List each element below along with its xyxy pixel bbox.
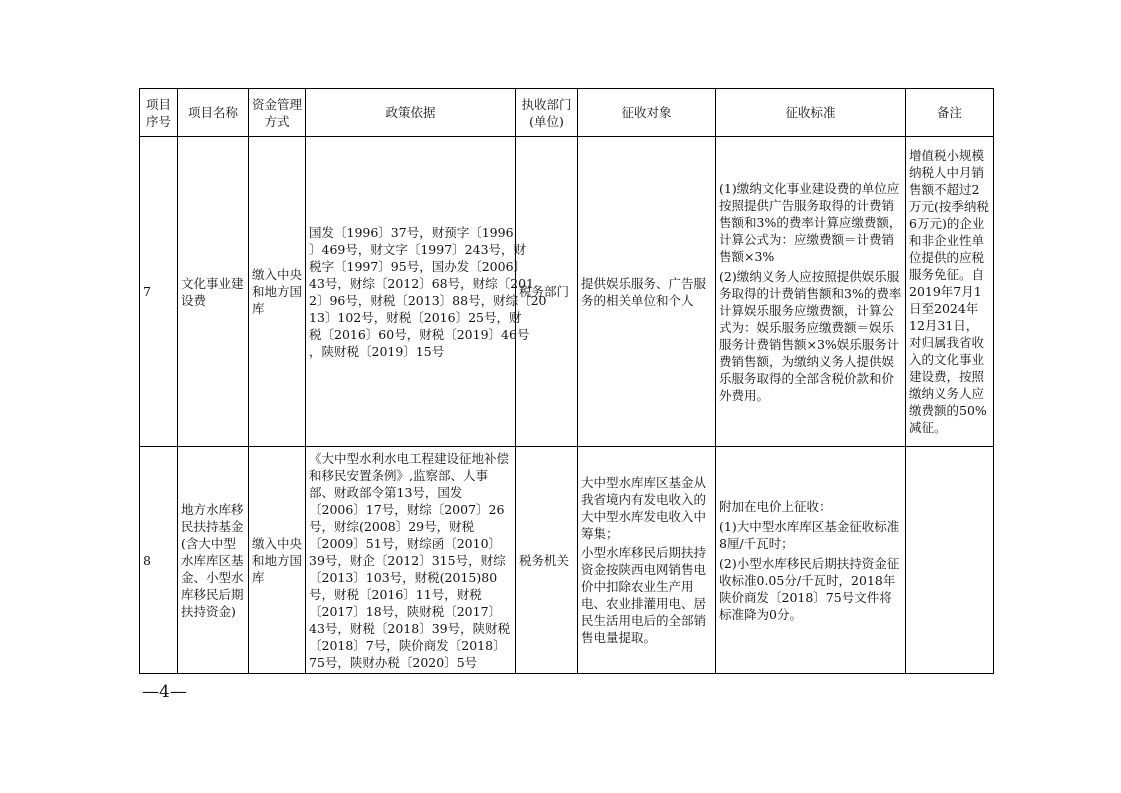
levy-object-text: 小型水库移民后期扶持资金按陕西电网销售电价中扣除农业生产用电、农业排灌用电、居民生活用电后的全部销售电量提取。: [581, 545, 707, 645]
header-item-name: 项目名称: [178, 89, 249, 137]
levy-standard-item: 附加在电价上征收：: [719, 498, 832, 514]
levy-standard-item: (2)缴纳义务人应按照提供娱乐服务取得的计费销售额和3%的费率计算娱乐服务应缴费额，计算公式为：娱乐服务应缴费额＝娱乐服务计费销售额×3%娱乐服务计费销售额，为缴纳义务人提供娱乐服务取得的全部含税价款和价外费用。: [719, 268, 902, 403]
policy-line: 国发〔1996〕37号，财预字〔1996: [309, 224, 514, 240]
row-levy-object: [578, 137, 716, 447]
table-row: [140, 137, 994, 447]
policy-line: 税字〔1997〕95号，国办发〔2006〕: [309, 258, 527, 274]
row-levy-object: [578, 447, 716, 674]
row-item-name: 文化事业建设费: [178, 137, 249, 447]
policy-line: 43号，财综〔2012〕68号，财综〔201: [309, 275, 534, 291]
policy-line: 2〕96号，财税〔2013〕88号，财综〔20: [309, 292, 547, 308]
row-item-no: 7: [140, 137, 178, 447]
policy-line: 13〕102号，财税〔2016〕25号，财: [309, 309, 522, 325]
row-fund-management: 缴入中央和地方国库: [249, 447, 306, 674]
policy-line: 税〔2016〕60号，财税〔2019〕46号: [309, 326, 530, 342]
levy-standard-item: (2)小型水库移民后期扶持资金征收标准0.05分/千瓦时，2018年陕价商发〔2018〕75号文件将标准降为0分。: [719, 555, 900, 622]
row-remarks: 增值税小规模纳税人中月销售额不超过2万元(按季纳税6万元)的企业和非企业性单位提供的应税服务免征。自2019年7月1日至2024年12月31日，对归属我省收入的文化事业建设费，按照缴纳义务人应缴费额的50%减征。: [906, 137, 994, 447]
header-remarks: 备注: [906, 89, 994, 137]
header-collecting-dept: 执收部门(单位): [516, 89, 578, 137]
levy-standard-item: (1)缴纳文化事业建设费的单位应按照提供广告服务取得的计费销售额和3%的费率计算应缴费额，计算公式为：应缴费额＝计费销售额×3%: [719, 180, 902, 264]
table-row: [140, 447, 994, 674]
row-fund-management: 缴入中央和地方国库: [249, 137, 306, 447]
header-item-no: 项目序号: [140, 89, 178, 137]
row-item-name: 地方水库移民扶持基金(含大中型水库库区基金、小型水库移民后期扶持资金): [178, 447, 249, 674]
levy-standard-item: (1)大中型水库库区基金征收标准8厘/千瓦时；: [719, 518, 900, 551]
row-remarks: [906, 447, 994, 674]
table-header-row: [140, 89, 994, 137]
row-levy-standard: [716, 137, 906, 447]
row-collecting-dept: 税务部门: [516, 137, 578, 447]
header-levy-standard: 征收标准: [716, 89, 906, 137]
header-levy-object: 征收对象: [578, 89, 716, 137]
row-levy-standard: [716, 447, 906, 674]
policy-line: ，陕财税〔2019〕15号: [309, 343, 445, 359]
page-number: —4—: [142, 682, 187, 702]
fee-table: [139, 88, 994, 674]
row-policy-basis: 《大中型水利水电工程建设征地补偿和移民安置条例》,监察部、人事部、财政部令第13号，国发〔2006〕17号，财综〔2007〕26号，财综(2008〕29号，财税〔2009〕51号，财综函〔2010〕39号，财企〔2012〕315号，财综〔2013〕103号，财税(2015)80号，财税〔2016〕11号，财税〔2017〕18号，陕财税〔2017〕43号，财税〔2018〕39号，陕财税〔2018〕7号，陕价商发〔2018〕75号，陕财办税〔2020〕5号: [306, 447, 516, 674]
row-item-no: 8: [140, 447, 178, 674]
header-policy-basis: 政策依据: [306, 89, 516, 137]
levy-object-text: 提供娱乐服务、广告服务的相关单位和个人: [581, 275, 707, 308]
policy-line: 〕469号，财文字〔1997〕243号，财: [309, 241, 527, 257]
levy-object-text: 大中型水库库区基金从我省境内有发电收入的大中型水库发电收入中筹集；: [581, 475, 707, 541]
header-fund-management: 资金管理方式: [249, 89, 306, 137]
row-collecting-dept: 税务机关: [516, 447, 578, 674]
